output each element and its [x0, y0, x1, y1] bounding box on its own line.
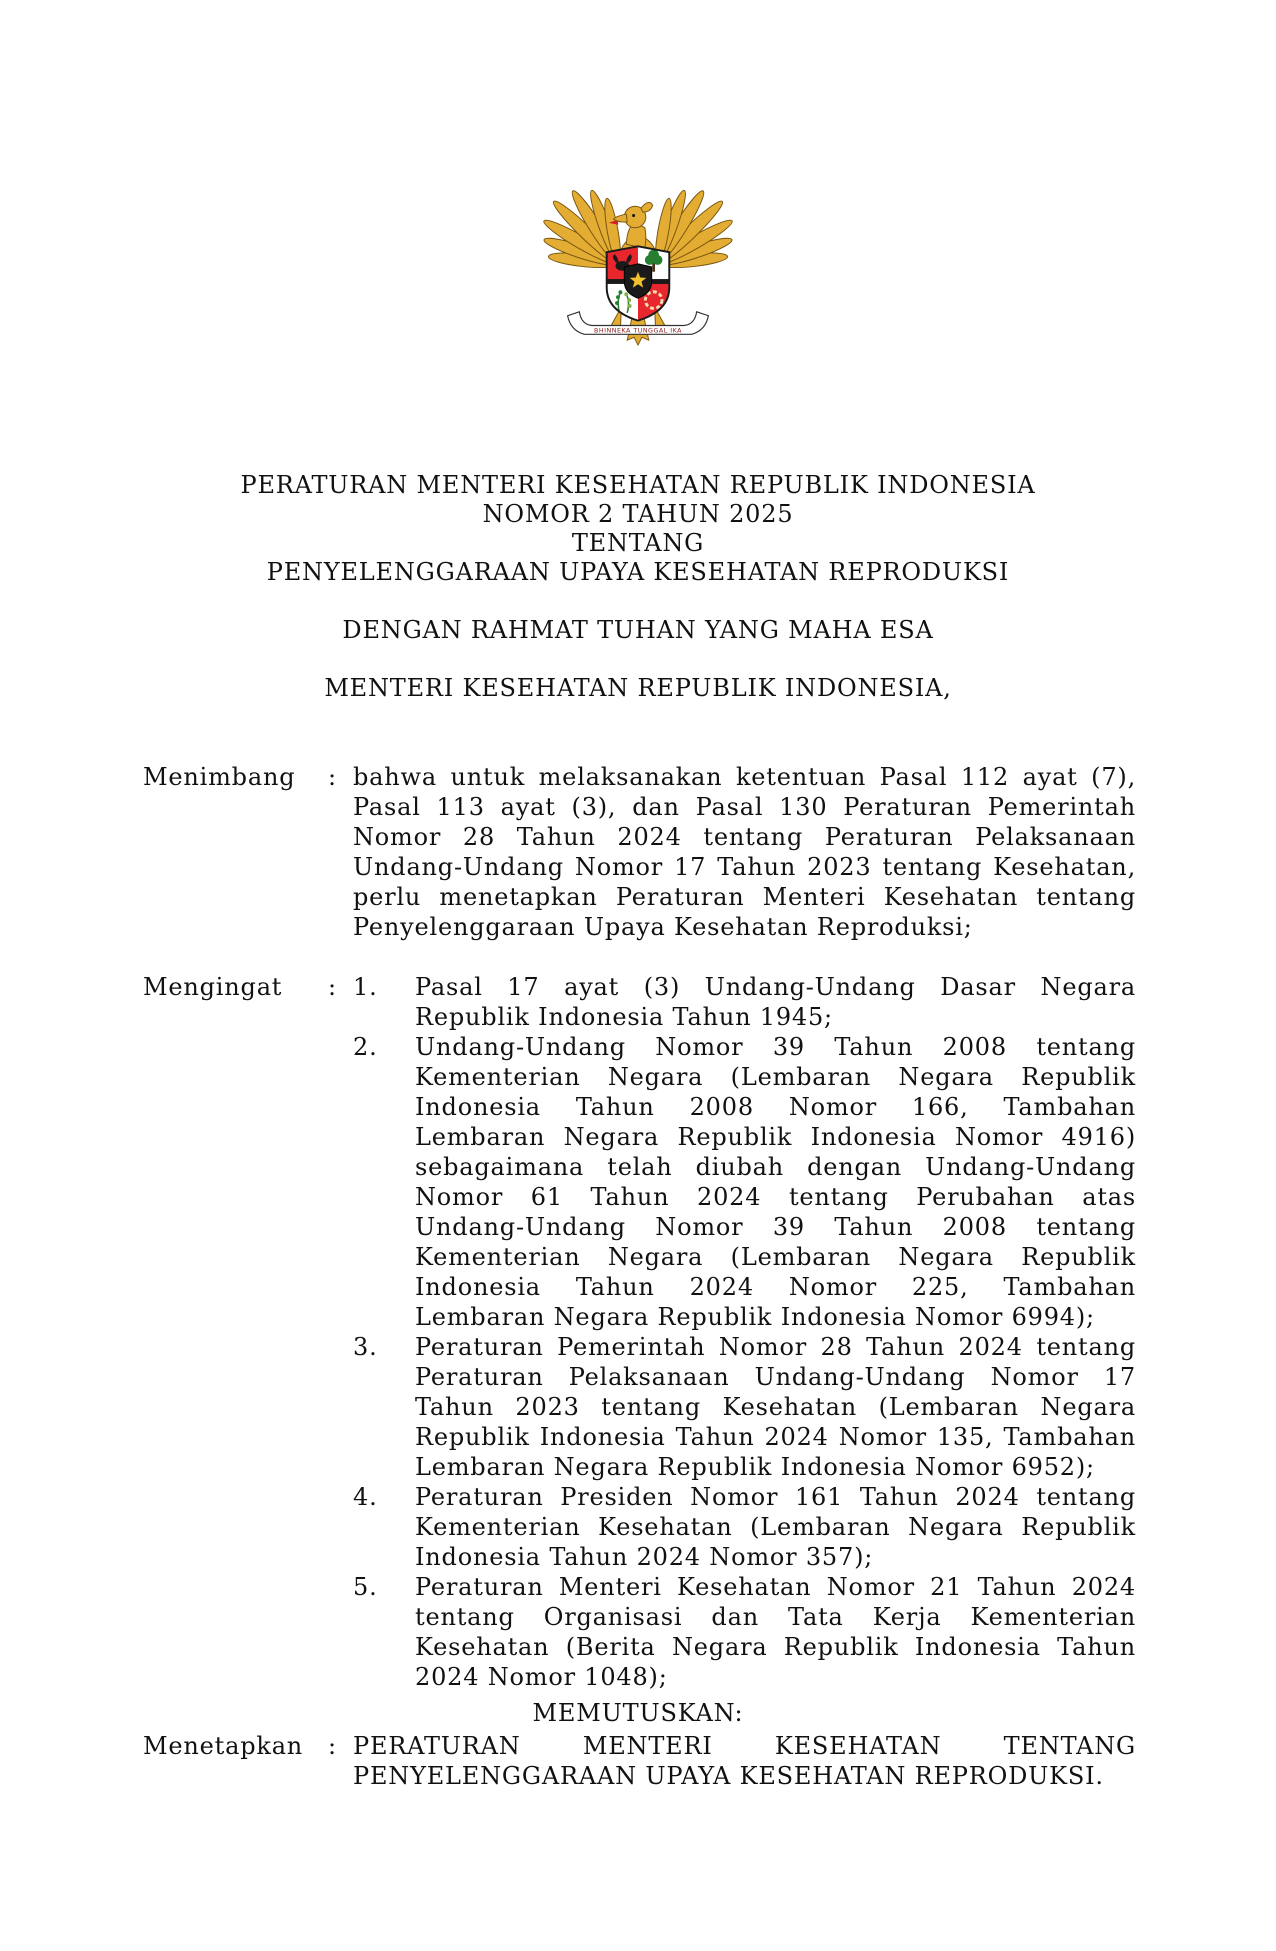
enacting-label: Menetapkan: [143, 1732, 304, 1760]
legal-basis-item: [353, 972, 1136, 1032]
item-number: 3.: [353, 1333, 378, 1361]
item-text: Undang-Undang Nomor 39 Tahun 2008 tentang Kementerian Negara (Lembaran Negara Republik Indonesia Tahun 2008 Nomor 166, Tambahan Lembaran Negara Republik Indonesia Nomor 4916) sebagaimana telah diubah dengan Undang-Undang Nomor 61 Tahun 2024 tentang Perubahan atas Undang-Undang Nomor 39 Tahun 2008 tentang Kementerian Negara (Lembaran Negara Republik Indonesia Tahun 2024 Nomor 225, Tambahan Lembaran Negara Republik Indonesia Nomor 6994);: [415, 1033, 1136, 1331]
legal-basis-item: [353, 1482, 1136, 1572]
title-line-subject: PENYELENGGARAAN UPAYA KESEHATAN REPRODUKSI: [266, 558, 1010, 586]
title-line-about: TENTANG: [571, 529, 705, 557]
legal-basis-item: [353, 1332, 1136, 1482]
legal-basis-item: [353, 1032, 1136, 1332]
item-text: Peraturan Menteri Kesehatan Nomor 21 Tahun 2024 tentang Organisasi dan Tata Kerja Kementerian Kesehatan (Berita Negara Republik Indonesia Tahun 2024 Nomor 1048);: [415, 1573, 1136, 1691]
legal-basis-section: [143, 972, 1136, 1692]
legal-basis-colon: :: [328, 973, 337, 1001]
item-number: 5.: [353, 1573, 378, 1601]
garuda-pancasila-emblem: [540, 172, 736, 348]
title-line-regulation: PERATURAN MENTERI KESEHATAN REPUBLIK INDONESIA: [240, 471, 1036, 499]
item-number: 4.: [353, 1483, 378, 1511]
item-number: 2.: [353, 1033, 378, 1061]
title-line-number: NOMOR 2 TAHUN 2025: [482, 500, 794, 528]
item-number: 1.: [353, 973, 378, 1001]
document-title-block: [0, 471, 1276, 587]
decision-heading: MEMUTUSKAN:: [532, 1699, 744, 1727]
enacting-text: PERATURAN MENTERI KESEHATAN TENTANG PENYELENGGARAAN UPAYA KESEHATAN REPRODUKSI.: [353, 1732, 1136, 1790]
legal-basis-label: Mengingat: [143, 973, 283, 1001]
legal-basis-item: [353, 1572, 1136, 1692]
enacting-section: [143, 1731, 1136, 1791]
garuda-icon: [540, 172, 736, 348]
invocation-line: DENGAN RAHMAT TUHAN YANG MAHA ESA: [342, 616, 934, 644]
item-text: Peraturan Pemerintah Nomor 28 Tahun 2024 tentang Peraturan Pelaksanaan Undang-Undang Nomor 17 Tahun 2023 tentang Kesehatan (Lembaran Negara Republik Indonesia Tahun 2024 Nomor 135, Tambahan Lembaran Negara Republik Indonesia Nomor 6952);: [415, 1333, 1136, 1481]
item-text: Peraturan Presiden Nomor 161 Tahun 2024 tentang Kementerian Kesehatan (Lembaran Negara Republik Indonesia Tahun 2024 Nomor 357);: [415, 1483, 1136, 1571]
item-text: Pasal 17 ayat (3) Undang-Undang Dasar Negara Republik Indonesia Tahun 1945;: [415, 973, 1136, 1031]
considering-colon: :: [328, 763, 337, 791]
considering-text: bahwa untuk melaksanakan ketentuan Pasal 112 ayat (7), Pasal 113 ayat (3), dan Pasal 130 Peraturan Pemerintah Nomor 28 Tahun 2024 tentang Peraturan Pelaksanaan Undang-Undang Nomor 17 Tahun 2023 tentang Kesehatan, perlu menetapkan Peraturan Menteri Kesehatan tentang Penyelenggaraan Upaya Kesehatan Reproduksi;: [353, 763, 1136, 941]
legal-basis-list: [353, 972, 1136, 1692]
enacting-colon: :: [328, 1732, 337, 1760]
considering-label: Menimbang: [143, 763, 296, 791]
banner-motto-text: BHINNEKA TUNGGAL IKA: [594, 327, 682, 335]
considering-section: [143, 762, 1136, 942]
authority-line: MENTERI KESEHATAN REPUBLIK INDONESIA,: [324, 674, 952, 702]
